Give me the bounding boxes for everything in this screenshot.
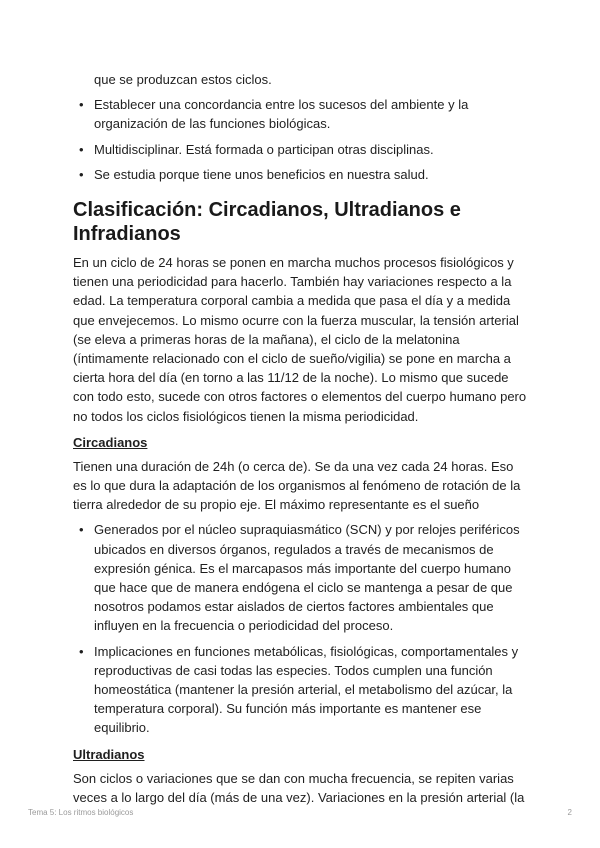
list-item <box>73 140 529 159</box>
circadianos-heading: Circadianos <box>73 434 148 450</box>
bullet-icon: • <box>79 141 84 157</box>
circadianos-paragraph: Tienen una duración de 24h (o cerca de). Se da una vez cada 24 horas. Eso es lo que dura la adaptación de los organismos al fenómeno de rotación de la tierra alrededor de su propio eje. El máximo representante es el sueño <box>73 458 521 513</box>
intro-bullet-list <box>73 95 529 184</box>
section-heading: Clasificación: Circadianos, Ultradianos e Infradianos <box>73 199 461 246</box>
list-item-text: Multidisciplinar. Está formada o participan otras disciplinas. <box>94 141 434 157</box>
list-item <box>73 642 529 738</box>
list-item-text: Generados por el núcleo supraquiasmático (SCN) y por relojes periféricos ubicados en diversos órganos, regulados a través de mecanismos de expresión génica. Es el marcapasos más importante del cuerpo humano que hace que de manera endógena el ciclo se mantenga a pesar de que nosotros podamos estar aislados de ciertos factores ambientales que influyen en la frecuencia o periodicidad del proceso. <box>94 522 520 634</box>
bullet-icon: • <box>79 522 84 538</box>
list-item <box>73 520 529 635</box>
circadianos-bullet-list <box>73 520 529 737</box>
list-item <box>73 95 529 133</box>
bullet-icon: • <box>79 97 84 113</box>
list-item <box>73 165 529 184</box>
ultradianos-paragraph: Son ciclos o variaciones que se dan con mucha frecuencia, se repiten varias veces a lo largo del día (más de una vez). Variaciones en la presión arterial (la <box>73 770 525 805</box>
ultradianos-heading: Ultradianos <box>73 746 145 762</box>
page-content <box>73 70 529 807</box>
footer-title: Tema 5: Los ritmos biológicos <box>28 808 134 817</box>
page-footer <box>28 808 572 817</box>
bullet-icon: • <box>79 643 84 659</box>
bullet-icon: • <box>79 166 84 182</box>
section-paragraph: En un ciclo de 24 horas se ponen en marcha muchos procesos fisiológicos y tienen una periodicidad para hacerlo. También hay variaciones respecto a la edad. La temperatura corporal cambia a medida que pasa el día y a medida que envejecemos. Lo mismo ocurre con la fuerza muscular, la tensión arterial (se eleva a primeras horas de la mañana), el ciclo de la melatonina (íntimamente relacionado con el ciclo de sueño/vigilia) se pone en marcha a cierta hora del día (en torno a las 11/12 de la noche). Lo mismo que sucede con todo esto, sucede con otros factores o elementos del cuerpo humano pero no todos los ciclos fisiológicos tienen la misma periodicidad. <box>73 255 527 424</box>
page-number: 2 <box>567 808 572 817</box>
list-item-text: Se estudia porque tiene unos beneficios en nuestra salud. <box>94 166 429 182</box>
list-item-text: Implicaciones en funciones metabólicas, fisiológicas, comportamentales y reproductivas de casi todas las especies. Todos cumplen una función homeostática (mantener la presión arterial, el metabolismo del azúcar, la temperatura corporal). Su función más importante es mantener ese equilibrio. <box>94 643 519 736</box>
list-item-text: Establecer una concordancia entre los sucesos del ambiente y la organización de las funciones biológicas. <box>94 97 469 132</box>
continuation-text: que se produzcan estos ciclos. <box>94 72 272 87</box>
